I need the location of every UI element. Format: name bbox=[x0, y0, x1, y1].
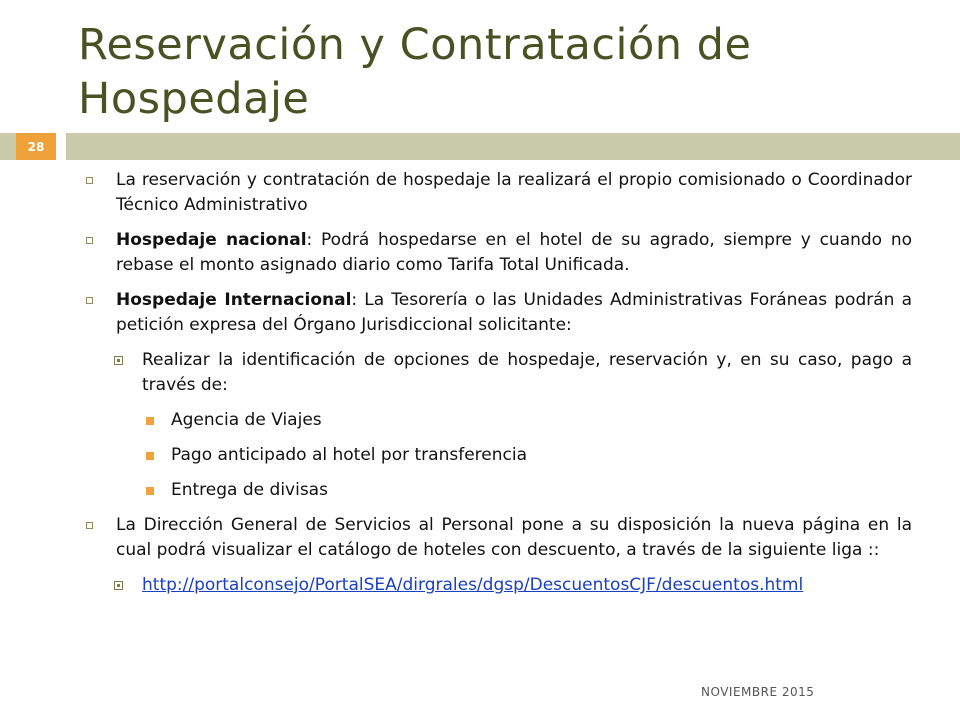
sub-list-item bbox=[80, 348, 912, 398]
orange-square-bullet-icon bbox=[146, 487, 154, 495]
orange-square-bullet-icon bbox=[146, 452, 154, 460]
square-bullet-icon bbox=[86, 237, 93, 244]
list-item-bold-label: Hospedaje Internacional bbox=[116, 290, 352, 310]
sub-sub-list-item bbox=[80, 478, 912, 503]
list-item bbox=[80, 228, 912, 278]
list-item bbox=[80, 288, 912, 338]
list-item bbox=[80, 513, 912, 563]
header-rule-right bbox=[66, 133, 960, 160]
square-bullet-icon bbox=[86, 522, 93, 529]
square-bullet-icon bbox=[86, 297, 93, 304]
slide-title: Reservación y Contratación de Hospedaje bbox=[78, 20, 752, 124]
page-number-badge: 28 bbox=[16, 133, 56, 160]
list-item-text: Entrega de divisas bbox=[171, 480, 328, 500]
slide-content bbox=[80, 168, 912, 608]
list-item-text: Realizar la identificación de opciones de hospedaje, reservación y, en su caso, pago a través de: bbox=[142, 350, 912, 395]
list-item-text bbox=[116, 288, 912, 338]
list-item-text: La reservación y contratación de hospedaje la realizará el propio comisionado o Coordinador Técnico Administrativo bbox=[116, 170, 912, 215]
list-item-bold-label: Hospedaje nacional bbox=[116, 230, 307, 250]
discounts-page-link[interactable]: http://portalconsejo/PortalSEA/dirgrales/dgsp/DescuentosCJF/descuentos.html bbox=[142, 575, 804, 595]
footer-date: NOVIEMBRE 2015 bbox=[701, 685, 815, 699]
sub-sub-list-item bbox=[80, 443, 912, 468]
filled-square-bullet-icon bbox=[114, 356, 123, 365]
square-bullet-icon bbox=[86, 177, 93, 184]
list-item-text: Agencia de Viajes bbox=[171, 410, 322, 430]
list-item-body: : La Tesorería o las Unidades Administrativas Foráneas podrán a petición expresa del Órgano Jurisdiccional solicitante: bbox=[116, 290, 912, 335]
list-item-text bbox=[116, 228, 912, 278]
sub-list-item bbox=[80, 573, 912, 598]
list-item-text: Pago anticipado al hotel por transferencia bbox=[171, 445, 527, 465]
sub-sub-list-item bbox=[80, 408, 912, 433]
list-item-body: : Podrá hospedarse en el hotel de su agrado, siempre y cuando no rebase el monto asignado diario como Tarifa Total Unificada. bbox=[116, 230, 912, 275]
list-item-text: La Dirección General de Servicios al Personal pone a su disposición la nueva página en la cual podrá visualizar el catálogo de hoteles con descuento, a través de la siguiente liga :: bbox=[116, 515, 912, 560]
header-rule-left bbox=[0, 133, 16, 160]
list-item bbox=[80, 168, 912, 218]
orange-square-bullet-icon bbox=[146, 417, 154, 425]
filled-square-bullet-icon bbox=[114, 581, 123, 590]
